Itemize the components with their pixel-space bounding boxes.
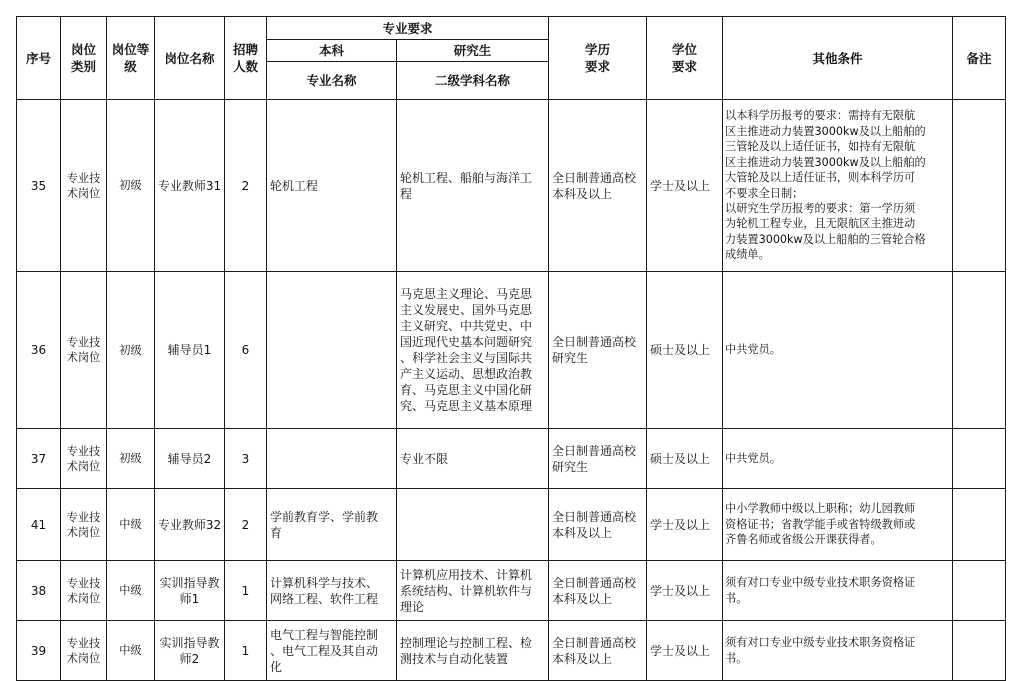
cell-education: 全日制普通高校 本科及以上	[549, 489, 647, 561]
cell-graduate-major: 专业不限	[397, 429, 549, 489]
cell-degree: 硕士及以上	[647, 272, 723, 429]
cell-education: 全日制普通高校 本科及以上	[549, 100, 647, 272]
cell-degree: 硕士及以上	[647, 429, 723, 489]
cell-education: 全日制普通高校 研究生	[549, 429, 647, 489]
cell-count: 3	[225, 429, 267, 489]
cell-other-conditions: 中共党员。	[723, 429, 953, 489]
cell-degree: 学士及以上	[647, 561, 723, 621]
cell-graduate-major	[397, 489, 549, 561]
header-education-requirement: 学历 要求	[549, 17, 647, 100]
table-row	[17, 429, 1006, 489]
cell-count: 2	[225, 100, 267, 272]
header-post-level: 岗位等 级	[107, 17, 155, 100]
table-row	[17, 621, 1006, 681]
header-post-name: 岗位名称	[155, 17, 225, 100]
cell-undergrad-major: 计算机科学与技术、 网络工程、软件工程	[267, 561, 397, 621]
cell-post-name: 专业教师31	[155, 100, 225, 272]
cell-post-name: 辅导员1	[155, 272, 225, 429]
cell-undergrad-major	[267, 272, 397, 429]
cell-degree: 学士及以上	[647, 489, 723, 561]
cell-degree: 学士及以上	[647, 621, 723, 681]
header-recruit-count: 招聘 人数	[225, 17, 267, 100]
cell-seq: 41	[17, 489, 61, 561]
cell-level: 初级	[107, 272, 155, 429]
cell-level: 初级	[107, 429, 155, 489]
cell-remarks	[953, 621, 1006, 681]
table-row	[17, 100, 1006, 272]
cell-category: 专业技 术岗位	[61, 621, 107, 681]
cell-education: 全日制普通高校 本科及以上	[549, 621, 647, 681]
header-seq: 序号	[17, 17, 61, 100]
cell-post-name: 专业教师32	[155, 489, 225, 561]
cell-remarks	[953, 272, 1006, 429]
cell-post-name: 辅导员2	[155, 429, 225, 489]
header-major-name: 专业名称	[267, 62, 397, 100]
cell-seq: 36	[17, 272, 61, 429]
cell-seq: 37	[17, 429, 61, 489]
cell-category: 专业技 术岗位	[61, 489, 107, 561]
cell-education: 全日制普通高校 研究生	[549, 272, 647, 429]
cell-degree: 学士及以上	[647, 100, 723, 272]
cell-seq: 38	[17, 561, 61, 621]
header-degree-requirement: 学位 要求	[647, 17, 723, 100]
header-remarks: 备注	[953, 17, 1006, 100]
cell-count: 6	[225, 272, 267, 429]
cell-undergrad-major	[267, 429, 397, 489]
cell-other-conditions: 中共党员。	[723, 272, 953, 429]
cell-graduate-major: 马克思主义理论、马克思 主义发展史、国外马克思 主义研究、中共党史、中 国近现代史基本问题研究 、科学社会主义与国际共 产主义运动、思想政治教 育、马克思主义中国化研 究、马克思主义基本原理	[397, 272, 549, 429]
cell-count: 2	[225, 489, 267, 561]
header-secondary-discipline: 二级学科名称	[397, 62, 549, 100]
cell-seq: 35	[17, 100, 61, 272]
header-major-requirements: 专业要求	[267, 17, 549, 40]
cell-level: 中级	[107, 621, 155, 681]
cell-level: 中级	[107, 561, 155, 621]
cell-count: 1	[225, 561, 267, 621]
cell-undergrad-major: 轮机工程	[267, 100, 397, 272]
cell-remarks	[953, 429, 1006, 489]
cell-post-name: 实训指导教 师2	[155, 621, 225, 681]
header-graduate: 研究生	[397, 40, 549, 62]
cell-other-conditions: 以本科学历报考的要求：需持有无限航 区主推进动力装置3000kw及以上船舶的 三管轮及以上适任证书，如持有无限航 区主推进动力装置3000kw及以上船舶的 大管轮及以上适任证书，则本科学历可 不要求全日制； 以研究生学历报考的要求：第一学历须 为轮机工程专业，且无限航区主推进动 力装置3000kw及以上船舶的三管轮合格 成绩单。	[723, 100, 953, 272]
cell-category: 专业技 术岗位	[61, 561, 107, 621]
cell-graduate-major: 计算机应用技术、计算机 系统结构、计算机软件与 理论	[397, 561, 549, 621]
header-post-category: 岗位 类别	[61, 17, 107, 100]
cell-category: 专业技 术岗位	[61, 100, 107, 272]
cell-other-conditions: 中小学教师中级以上职称；幼儿园教师 资格证书；省教学能手或省特级教师或 齐鲁名师或省级公开课获得者。	[723, 489, 953, 561]
cell-remarks	[953, 100, 1006, 272]
cell-count: 1	[225, 621, 267, 681]
header-undergraduate: 本科	[267, 40, 397, 62]
table-row	[17, 272, 1006, 429]
cell-post-name: 实训指导教 师1	[155, 561, 225, 621]
header-other-conditions: 其他条件	[723, 17, 953, 100]
table-row	[17, 489, 1006, 561]
cell-seq: 39	[17, 621, 61, 681]
cell-remarks	[953, 561, 1006, 621]
recruitment-table	[16, 16, 1006, 681]
cell-category: 专业技 术岗位	[61, 272, 107, 429]
cell-category: 专业技 术岗位	[61, 429, 107, 489]
cell-education: 全日制普通高校 本科及以上	[549, 561, 647, 621]
table-row	[17, 561, 1006, 621]
cell-level: 中级	[107, 489, 155, 561]
cell-level: 初级	[107, 100, 155, 272]
cell-graduate-major: 轮机工程、船舶与海洋工 程	[397, 100, 549, 272]
cell-undergrad-major: 学前教育学、学前教 育	[267, 489, 397, 561]
cell-undergrad-major: 电气工程与智能控制 、电气工程及其自动 化	[267, 621, 397, 681]
cell-other-conditions: 须有对口专业中级专业技术职务资格证 书。	[723, 621, 953, 681]
cell-graduate-major: 控制理论与控制工程、检 测技术与自动化装置	[397, 621, 549, 681]
cell-other-conditions: 须有对口专业中级专业技术职务资格证 书。	[723, 561, 953, 621]
cell-remarks	[953, 489, 1006, 561]
